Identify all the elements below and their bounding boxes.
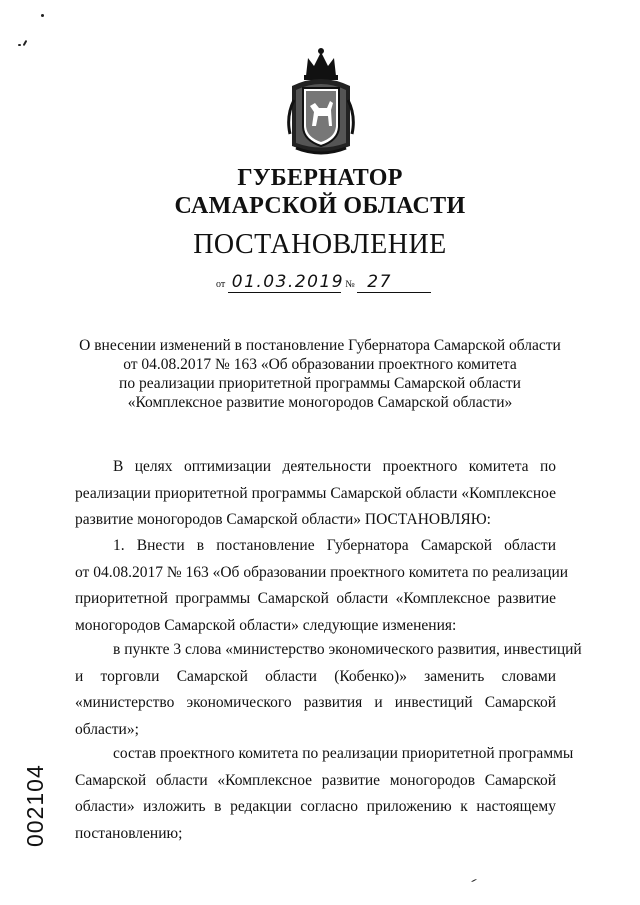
clause-1 xyxy=(75,533,569,639)
amendment-item-2 xyxy=(75,741,574,847)
body-line: Самарской области «Комплексное развитие моногородов Самарской xyxy=(75,771,556,789)
subject-line: О внесении изменений в постановление Губернатора Самарской области xyxy=(79,337,561,354)
body-line: В целях оптимизации деятельности проектного комитета по xyxy=(113,458,556,475)
number-prefix: № xyxy=(345,279,355,290)
body-paragraphs xyxy=(75,454,556,534)
subject-line: от 04.08.2017 № 163 «Об образовании проектного комитета xyxy=(123,356,517,373)
body-line: моногородов Самарской области» следующие изменения: xyxy=(75,616,457,634)
coat-of-arms-emblem xyxy=(286,46,356,158)
body-line: и торговли Самарской области (Кобенко)» заменить словами xyxy=(75,667,556,685)
issuer-region: САМАРСКОЙ ОБЛАСТИ xyxy=(174,193,466,219)
body-line: в пункте 3 слова «министерство экономического развития, инвестиций xyxy=(113,641,582,658)
body-line: 1. Внести в постановление Губернатора Самарской области xyxy=(113,537,556,554)
number-handwritten: 27 xyxy=(357,272,431,293)
scan-speck xyxy=(18,44,21,46)
body-line: реализации приоритетной программы Самарской области «Комплексное xyxy=(75,484,556,502)
issuer-title: ГУБЕРНАТОР xyxy=(237,165,403,191)
amendment-item-1 xyxy=(75,637,582,743)
scan-speck xyxy=(23,40,28,46)
body-line: постановлению; xyxy=(75,824,183,842)
date-number-line xyxy=(216,272,431,293)
document-subject xyxy=(60,336,580,412)
document-type: ПОСТАНОВЛЕНИЕ xyxy=(193,229,447,260)
scan-speck xyxy=(41,14,44,17)
subject-line: «Комплексное развитие моногородов Самарской области» xyxy=(127,394,513,411)
body-line: области» изложить в редакции согласно приложению к настоящему xyxy=(75,798,556,815)
body-line: от 04.08.2017 № 163 «Об образовании проектного комитета по реализации xyxy=(75,563,569,581)
body-line: приоритетной программы Самарской области «Комплексное развитие xyxy=(75,590,556,607)
body-line: «министерство экономического развития и инвестиций Самарской xyxy=(75,694,556,711)
body-line: области»; xyxy=(75,720,139,738)
registration-stamp-number: 002104 xyxy=(22,764,48,847)
date-handwritten: 01.03.2019 xyxy=(228,272,341,293)
subject-line: по реализации приоритетной программы Самарской области xyxy=(119,375,521,392)
date-prefix: от xyxy=(216,279,226,290)
scan-speck xyxy=(471,879,477,882)
body-line: развитие моногородов Самарской области» ПОСТАНОВЛЯЮ: xyxy=(75,511,491,528)
body-line: состав проектного комитета по реализации приоритетной программы xyxy=(113,745,574,762)
